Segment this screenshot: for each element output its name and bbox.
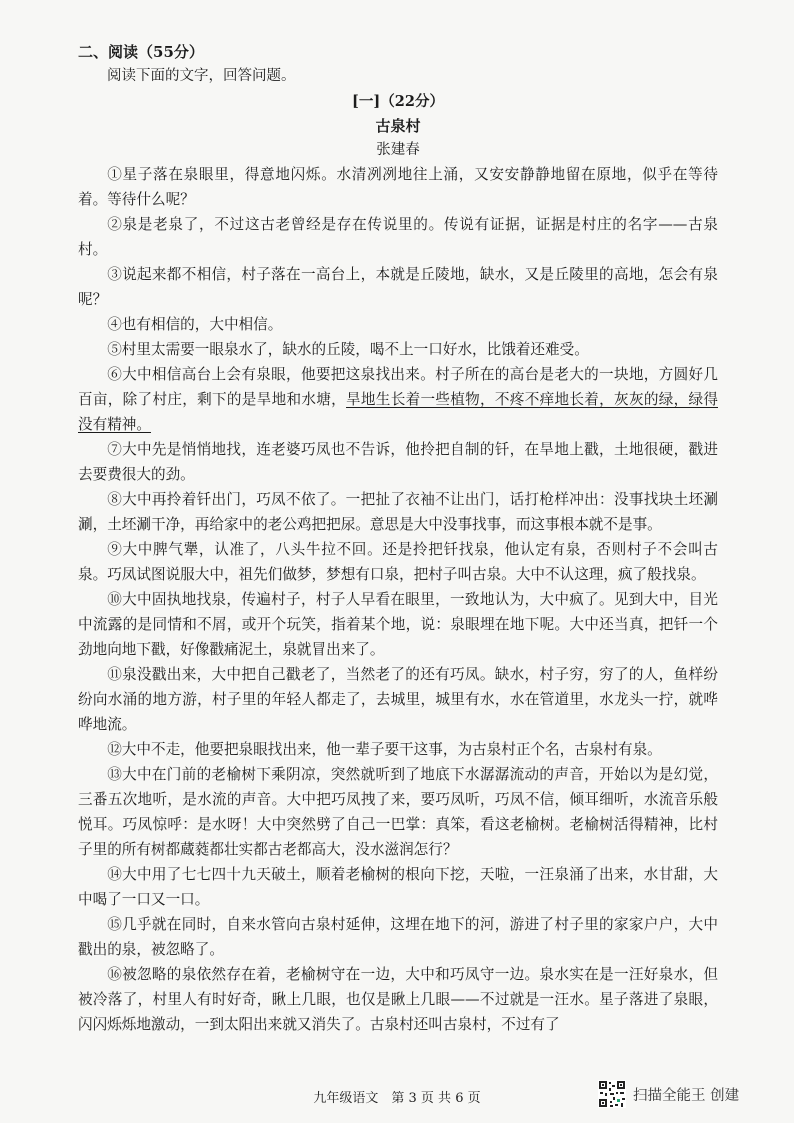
- paragraph-text: ②泉是老泉了，不过这古老曾经是存在传说里的。传说有证据，证据是村庄的名字——古泉村。: [78, 216, 718, 258]
- story-paragraph: [78, 962, 718, 1037]
- story-paragraph: [78, 537, 718, 587]
- exam-page: [78, 40, 718, 1037]
- paragraph-text: ⑨大中脾气犟，认准了，八头牛拉不回。还是拎把钎找泉，他认定有泉，否则村子不会叫古泉。巧凤试图说服大中，祖先们做梦，梦想有口泉，把村子叫古泉。大中不认这理，疯了般找泉。: [78, 541, 718, 583]
- paragraph-text: ⑪泉没戳出来，大中把自己戳老了，当然老了的还有巧凤。缺水，村子穷，穷了的人，鱼样纷纷向水涌的地方游，村子里的年轻人都走了，去城里，城里有水，水在管道里，水龙头一拧，就哗哗地流。: [78, 666, 718, 733]
- paragraph-text: ⑯被忽略的泉依然存在着，老榆树守在一边，大中和巧凤守一边。泉水实在是一汪好泉水，但被冷落了，村里人有时好奇，瞅上几眼，也仅是瞅上几眼——不过就是一汪水。星子落进了泉眼，闪闪烁烁地激动，一到太阳出来就又消失了。古泉村还叫古泉村，不过有了: [78, 966, 718, 1033]
- story-body: [78, 162, 718, 1037]
- story-paragraph: [78, 337, 718, 362]
- paragraph-text: ⑭大中用了七七四十九天破土，顺着老榆树的根向下挖，天啦，一汪泉涌了出来，水甘甜，大中喝了一口又一口。: [78, 866, 718, 908]
- underlined-sentence: 旱地生长着一些植物，不疼不痒地长着，灰灰的绿，绿得没有精神。: [78, 391, 718, 433]
- paragraph-text: ①星子落在泉眼里，得意地闪烁。水清冽冽地往上涌，又安安静静地留在原地，似乎在等待着。等待什么呢？: [78, 166, 718, 208]
- story-paragraph: [78, 487, 718, 537]
- paragraph-text: ⑫大中不走，他要把泉眼找出来，他一辈子要干这事，为古泉村正个名，古泉村有泉。: [107, 741, 662, 758]
- scanner-label: 扫描全能王 创建: [633, 1087, 740, 1104]
- page-footer: 九年级语文 第 3 页 共 6 页: [313, 1091, 481, 1106]
- paragraph-text: ④也有相信的，大中相信。: [107, 316, 283, 333]
- story-paragraph: [78, 862, 718, 912]
- paragraph-text: ⑧大中再拎着钎出门，巧凤不依了。一把扯了衣袖不让出门，话打枪样冲出：没事找块土坯涮涮，土坯涮干净，再给家中的老公鸡把把尿。意思是大中没事找事，而这事根本就不是事。: [78, 491, 718, 533]
- paragraph-text: ⑮几乎就在同时，自来水管向古泉村延伸，这埋在地下的河，游进了村子里的家家户户，大中戳出的泉，被忽略了。: [78, 916, 718, 958]
- paragraph-text: ③说起来都不相信，村子落在一高台上，本就是丘陵地，缺水，又是丘陵里的高地，怎会有泉呢？: [78, 266, 718, 308]
- paragraph-text: ⑤村里太需要一眼泉水了，缺水的丘陵，喝不上一口好水，比饿着还难受。: [107, 341, 589, 358]
- qr-code-icon: [598, 1080, 626, 1108]
- paragraph-text: ⑦大中先是悄悄地找，连老婆巧凤也不告诉，他拎把自制的钎，在旱地上戳，土地很硬，戳进去要费很大的劲。: [78, 441, 718, 483]
- story-author: 张建春: [376, 142, 420, 158]
- story-paragraph: [78, 312, 718, 337]
- paragraph-text: ⑩大中固执地找泉，传遍村子，村子人早看在眼里，一致地认为，大中疯了。见到大中，目光中流露的是同情和不屑，或开个玩笑，指着某个地，说：泉眼埋在地下呢。大中还当真，把钎一个劲地向地下戳，好像戳痛泥土，泉就冒出来了。: [78, 591, 718, 658]
- paragraph-text: ⑥大中相信高台上会有泉眼，他要把这泉找出来。村子所在的高台是老大的一块地，方圆好几百亩，除了村庄，剩下的是旱地和水塘，: [78, 366, 718, 408]
- story-paragraph: [78, 587, 718, 662]
- paragraph-text: ⑬大中在门前的老榆树下乘阴凉，突然就听到了地底下水潺潺流动的声音，开始以为是幻觉，三番五次地听，是水流的声音。大中把巧凤拽了来，要巧凤听，巧凤不信，倾耳细听，水流音乐般悦耳。巧凤惊呼：是水呀！大中突然劈了自己一巴掌：真笨，看这老榆树。老榆树活得精神，比村子里的所有树都蔵蕤都壮实都古老都高大，没水滋润怎行？: [78, 766, 718, 858]
- story-paragraph: [78, 662, 718, 737]
- story-paragraph: [78, 212, 718, 262]
- story-title: 古泉村: [375, 117, 421, 135]
- scanner-watermark: [598, 1079, 739, 1109]
- reading-instruction: 阅读下面的文字，回答问题。: [107, 68, 296, 84]
- story-paragraph: [78, 437, 718, 487]
- part-title: [一]（22分）: [352, 93, 444, 110]
- story-paragraph: [78, 912, 718, 962]
- section-heading: 二、阅读（55分）: [78, 43, 204, 61]
- story-paragraph: [78, 737, 718, 762]
- story-paragraph: [78, 262, 718, 312]
- story-paragraph: [78, 762, 718, 862]
- story-paragraph: [78, 162, 718, 212]
- story-paragraph: [78, 362, 718, 437]
